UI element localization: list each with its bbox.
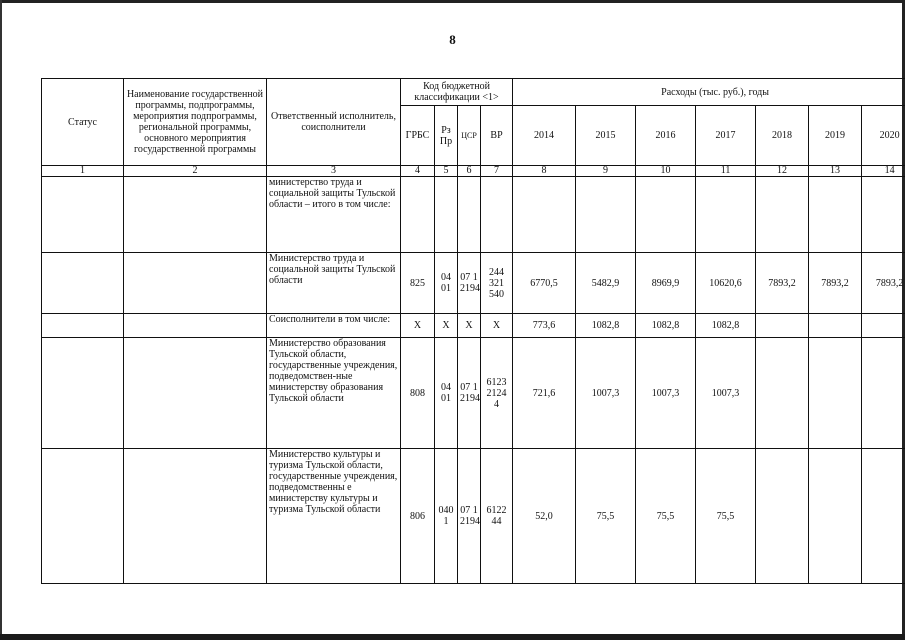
column-number: 4 [401, 166, 435, 177]
value-cell: 75,5 [576, 449, 636, 584]
column-number: 12 [756, 166, 809, 177]
value-cell [756, 338, 809, 449]
column-number: 3 [267, 166, 401, 177]
header-grbs: ГРБС [401, 106, 435, 166]
column-number: 10 [636, 166, 696, 177]
value-cell: 1082,8 [636, 314, 696, 338]
value-cell: 10620,6 [696, 253, 756, 314]
executor-cell: Соисполнители в том числе: [267, 314, 401, 338]
value-cell: 1082,8 [576, 314, 636, 338]
status-cell [42, 314, 124, 338]
header-program-name: Наименование государственной программы, подпрограммы, мероприятия подпрограммы, региональной программы, основного мероприятия государственной программы [124, 79, 267, 166]
header-year: 2016 [636, 106, 696, 166]
column-number: 7 [481, 166, 513, 177]
header-rzpr: Рз Пр [435, 106, 458, 166]
table-row [42, 449, 905, 584]
value-cell: 1007,3 [696, 338, 756, 449]
header-expenses: Расходы (тыс. руб.), годы [513, 79, 905, 106]
program-name-cell [124, 177, 267, 253]
csr-cell: 07 1 2194 [458, 449, 481, 584]
csr-cell: 07 1 2194 [458, 338, 481, 449]
table-row [42, 314, 905, 338]
value-cell: 75,5 [696, 449, 756, 584]
scan-border-left [0, 0, 2, 640]
executor-cell: министерство труда и социальной защиты Тульской области – итого в том числе: [267, 177, 401, 253]
program-name-cell [124, 338, 267, 449]
value-cell [862, 177, 905, 253]
value-cell [862, 314, 905, 338]
status-cell [42, 177, 124, 253]
grbs-cell: 825 [401, 253, 435, 314]
table-row [42, 177, 905, 253]
header-vr: ВР [481, 106, 513, 166]
header-budget-code: Код бюджетной классификации <1> [401, 79, 513, 106]
value-cell [809, 338, 862, 449]
grbs-cell: Х [401, 314, 435, 338]
executor-cell: Министерство труда и социальной защиты Тульской области [267, 253, 401, 314]
value-cell [756, 449, 809, 584]
value-cell: 5482,9 [576, 253, 636, 314]
header-executor: Ответственный исполнитель, соисполнители [267, 79, 401, 166]
value-cell: 7893,2 [809, 253, 862, 314]
value-cell [809, 314, 862, 338]
value-cell: 52,0 [513, 449, 576, 584]
value-cell [756, 177, 809, 253]
csr-cell: 07 1 2194 [458, 253, 481, 314]
value-cell [636, 177, 696, 253]
vr-cell: Х [481, 314, 513, 338]
column-number: 13 [809, 166, 862, 177]
header-year: 2019 [809, 106, 862, 166]
value-cell: 1007,3 [636, 338, 696, 449]
status-cell [42, 253, 124, 314]
value-cell [756, 314, 809, 338]
header-status: Статус [42, 79, 124, 166]
status-cell [42, 449, 124, 584]
program-name-cell [124, 449, 267, 584]
executor-cell: Министерство культуры и туризма Тульской области, государственные учреждения, подведомственны е министерству культуры и туризма Тульской области [267, 449, 401, 584]
value-cell: 721,6 [513, 338, 576, 449]
column-number-row [42, 166, 905, 177]
table-row [42, 253, 905, 314]
rzpr-cell: 040 1 [435, 449, 458, 584]
value-cell [576, 177, 636, 253]
value-cell: 8969,9 [636, 253, 696, 314]
column-number: 2 [124, 166, 267, 177]
column-number: 6 [458, 166, 481, 177]
grbs-cell: 808 [401, 338, 435, 449]
value-cell [809, 449, 862, 584]
value-cell: 6770,5 [513, 253, 576, 314]
header-csr: ЦСР [458, 106, 481, 166]
header-year: 2017 [696, 106, 756, 166]
program-name-cell [124, 253, 267, 314]
value-cell [809, 177, 862, 253]
value-cell: 1007,3 [576, 338, 636, 449]
executor-cell: Министерство образования Тульской области, государственные учреждения, подведомствен-ные министерству образования Тульской области [267, 338, 401, 449]
column-number: 1 [42, 166, 124, 177]
header-year: 2018 [756, 106, 809, 166]
vr-cell: 244 321 540 [481, 253, 513, 314]
column-number: 8 [513, 166, 576, 177]
budget-table [41, 78, 905, 584]
value-cell [696, 177, 756, 253]
value-cell [513, 177, 576, 253]
rzpr-cell: 04 01 [435, 338, 458, 449]
header-year: 2020 [862, 106, 905, 166]
rzpr-cell [435, 177, 458, 253]
csr-cell: Х [458, 314, 481, 338]
column-number: 5 [435, 166, 458, 177]
value-cell [862, 449, 905, 584]
grbs-cell: 806 [401, 449, 435, 584]
column-number: 11 [696, 166, 756, 177]
page-number: 8 [449, 32, 456, 47]
value-cell: 75,5 [636, 449, 696, 584]
vr-cell: 6122 44 [481, 449, 513, 584]
vr-cell [481, 177, 513, 253]
value-cell: 7893,2 [756, 253, 809, 314]
csr-cell [458, 177, 481, 253]
rzpr-cell: Х [435, 314, 458, 338]
value-cell [862, 338, 905, 449]
table-row [42, 338, 905, 449]
value-cell: 7893,2 [862, 253, 905, 314]
column-number: 9 [576, 166, 636, 177]
header-year: 2014 [513, 106, 576, 166]
scan-border-bottom [0, 634, 905, 640]
program-name-cell [124, 314, 267, 338]
column-number: 14 [862, 166, 905, 177]
scan-border-top [0, 0, 905, 3]
grbs-cell [401, 177, 435, 253]
header-year: 2015 [576, 106, 636, 166]
vr-cell: 6123 2124 4 [481, 338, 513, 449]
value-cell: 773,6 [513, 314, 576, 338]
value-cell: 1082,8 [696, 314, 756, 338]
rzpr-cell: 04 01 [435, 253, 458, 314]
status-cell [42, 338, 124, 449]
